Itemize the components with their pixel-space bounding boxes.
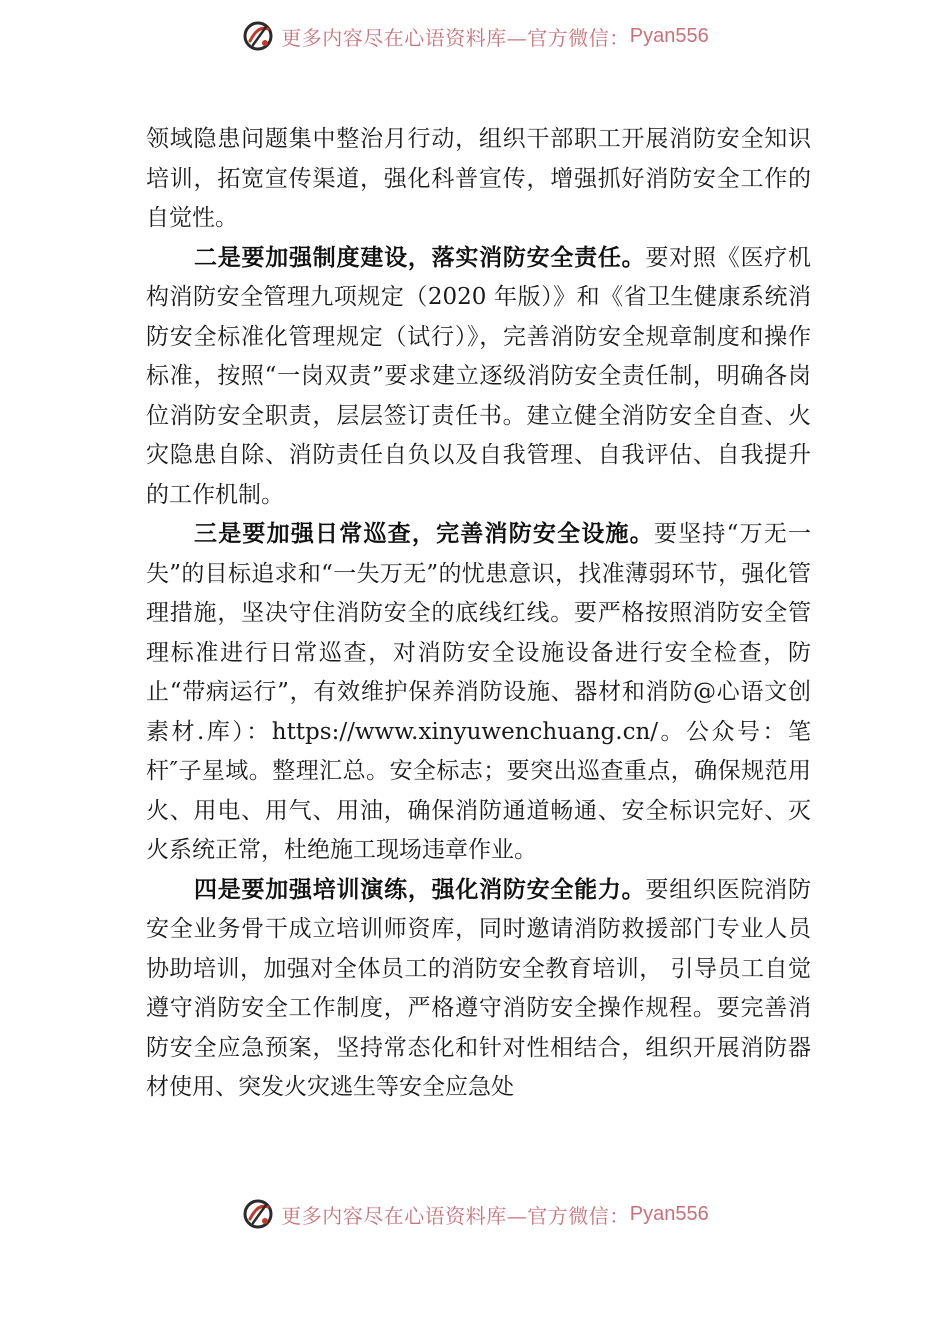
header-banner [0,14,950,58]
paragraph-heading: 四是要加强培训演练，强化消防安全能力。 [194,876,646,903]
paragraph-institution-building [146,239,811,516]
paragraph-text: 要组织医院消防安全业务骨干成立培训师资库，同时邀请消防救援部门专业人员协助培训，加强对全体员工的消防安全教育培训， 引导员工自觉遵守消防安全工作制度，严格遵守消防安全操作规程。要完善消防安全应急预案，坚持常态化和针对性相结合，组织开展消防器材使用、突发火灾逃生等安全应急处 [146,876,812,1100]
paragraph-text: 要对照《医疗机构消防安全管理九项规定（2020 年版）》和《省卫生健康系统消防安全标准化管理规定（试行）》，完善消防安全规章制度和操作标准，按照“一岗双责”要求建立逐级消防安全责任制，明确各岗位消防安全职责，层层签订责任书。建立健全消防安全自查、火灾隐患自除、消防责任自负以及自我管理、自我评估、自我提升的工作机制。 [146,244,812,508]
footer-banner-text: 更多内容尽在心语资料库—官方微信： [281,1203,630,1228]
header-wechat-id: Pyan556 [629,24,709,47]
header-banner-text: 更多内容尽在心语资料库—官方微信： [281,25,630,50]
paragraph-continuation [146,120,811,239]
paragraph-text: 要坚持“万无一失”的目标追求和“一失万无”的忧患意识，找准薄弱环节，强化管理措施，坚决守住消防安全的底线红线。要严格按照消防安全管理标准进行日常巡查，对消防安全设施设备进行安全检查，防止“带病运行”，有效维护保养消防设施、器材和消防@心语文创素材.库）：https://www.xinyuwenchuang.cn/。公众号：笔杆″子星域。整理汇总。安全标志；要突出巡查重点，确保规范用火、用电、用气、用油，确保消防通道畅通、安全标识完好、灭火系统正常，杜绝施工现场违章作业。 [146,521,811,863]
document-body [146,120,811,1108]
footer-banner [0,1192,950,1236]
brand-logo-icon [241,1197,275,1231]
brand-logo-icon [241,19,275,53]
paragraph-text: 领域隐患问题集中整治月行动，组织干部职工开展消防安全知识培训，拓宽宣传渠道，强化科普宣传，增强抓好消防安全工作的自觉性。 [146,126,811,231]
paragraph-training-drills [146,871,811,1108]
paragraph-daily-inspection [146,515,811,871]
footer-wechat-id: Pyan556 [629,1202,709,1225]
paragraph-heading: 二是要加强制度建设，落实消防安全责任。 [194,244,646,271]
paragraph-heading: 三是要加强日常巡查，完善消防安全设施。 [194,521,654,547]
